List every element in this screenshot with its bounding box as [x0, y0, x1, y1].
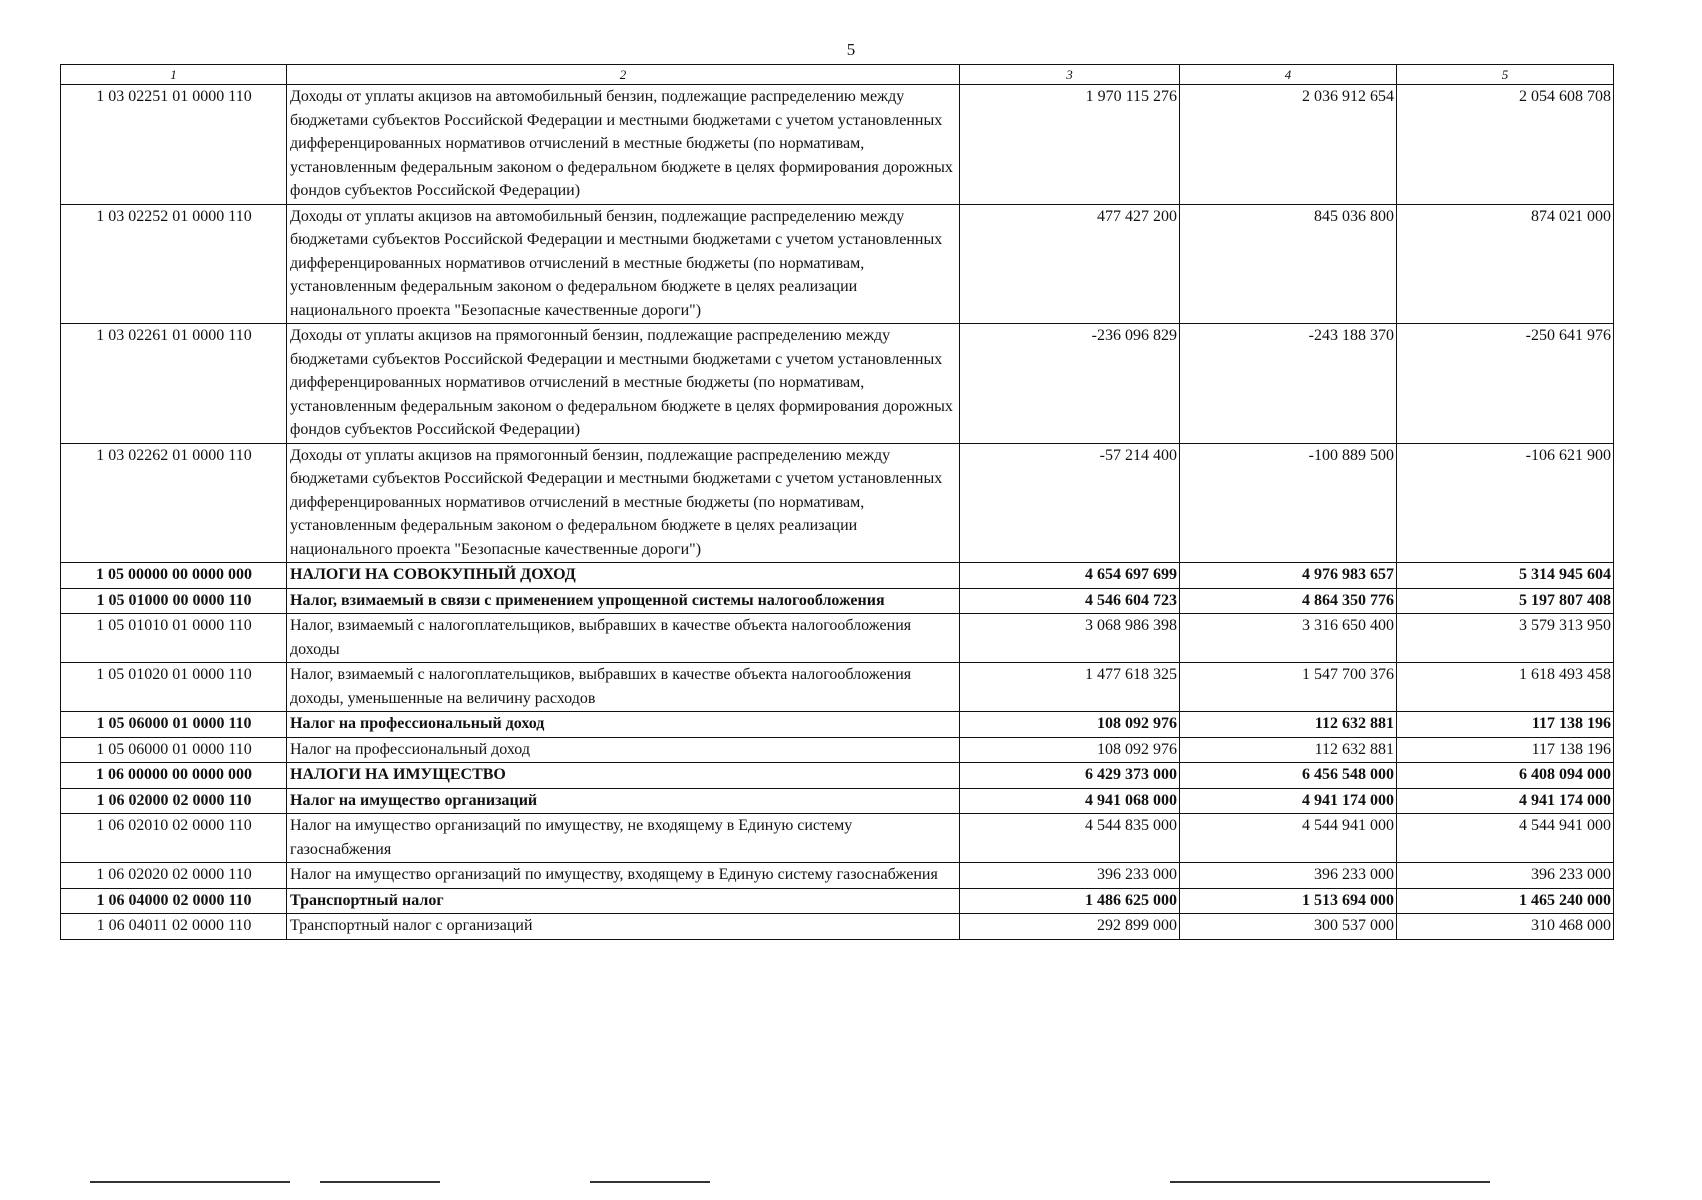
row-value-year-1: 3 068 986 398	[960, 614, 1180, 663]
row-name-cell: Доходы от уплаты акцизов на прямогонный бензин, подлежащие распределению между бюджетами субъектов Российской Федерации и местными бюджетами с учетом установленных дифференцированных нормативов отчислений в местные бюджеты (по нормативам, установленным федеральным законом о федеральном бюджете в целях реализации национального проекта "Безопасные качественные дороги")	[287, 443, 960, 563]
row-name-cell: Налог, взимаемый в связи с применением упрощенной системы налогообложения	[287, 588, 960, 614]
row-value-year-2: 4 864 350 776	[1180, 588, 1397, 614]
table-row	[61, 614, 1614, 663]
row-value-year-2: 4 941 174 000	[1180, 788, 1397, 814]
row-code-cell: 1 06 02020 02 0000 110	[61, 863, 287, 889]
table-row	[61, 888, 1614, 914]
column-header-year-3: 5	[1397, 65, 1614, 85]
row-value-year-2: 845 036 800	[1180, 204, 1397, 324]
row-name-cell: НАЛОГИ НА ИМУЩЕСТВО	[287, 763, 960, 789]
table-row	[61, 737, 1614, 763]
row-code-cell: 1 03 02261 01 0000 110	[61, 324, 287, 444]
row-value-year-1: 4 941 068 000	[960, 788, 1180, 814]
row-code-cell: 1 06 00000 00 0000 000	[61, 763, 287, 789]
footer-rule-lines	[90, 1181, 1570, 1183]
row-code-cell: 1 06 04000 02 0000 110	[61, 888, 287, 914]
row-value-year-1: 6 429 373 000	[960, 763, 1180, 789]
row-value-year-2: 300 537 000	[1180, 914, 1397, 940]
row-value-year-2: 1 513 694 000	[1180, 888, 1397, 914]
row-value-year-3: 3 579 313 950	[1397, 614, 1614, 663]
table-row	[61, 788, 1614, 814]
row-value-year-1: 4 544 835 000	[960, 814, 1180, 863]
row-value-year-3: 4 544 941 000	[1397, 814, 1614, 863]
row-value-year-3: 5 197 807 408	[1397, 588, 1614, 614]
table-row	[61, 204, 1614, 324]
row-code-cell: 1 03 02251 01 0000 110	[61, 85, 287, 205]
table-row	[61, 588, 1614, 614]
row-code-cell: 1 03 02252 01 0000 110	[61, 204, 287, 324]
table-row	[61, 443, 1614, 563]
row-value-year-2: 4 976 983 657	[1180, 563, 1397, 589]
row-value-year-2: 6 456 548 000	[1180, 763, 1397, 789]
row-value-year-1: 396 233 000	[960, 863, 1180, 889]
row-code-cell: 1 03 02262 01 0000 110	[61, 443, 287, 563]
row-value-year-1: 292 899 000	[960, 914, 1180, 940]
row-name-cell: Налог, взимаемый с налогоплательщиков, выбравших в качестве объекта налогообложения доходы	[287, 614, 960, 663]
row-value-year-3: 2 054 608 708	[1397, 85, 1614, 205]
row-name-cell: Налог на имущество организаций	[287, 788, 960, 814]
row-name-cell: Транспортный налог с организаций	[287, 914, 960, 940]
row-value-year-2: 1 547 700 376	[1180, 663, 1397, 712]
row-code-cell: 1 05 06000 01 0000 110	[61, 737, 287, 763]
table-row	[61, 712, 1614, 738]
row-code-cell: 1 05 01000 00 0000 110	[61, 588, 287, 614]
row-value-year-3: 874 021 000	[1397, 204, 1614, 324]
row-value-year-1: -57 214 400	[960, 443, 1180, 563]
row-value-year-1: 477 427 200	[960, 204, 1180, 324]
row-code-cell: 1 05 01010 01 0000 110	[61, 614, 287, 663]
table-body	[61, 85, 1614, 940]
row-value-year-1: 1 970 115 276	[960, 85, 1180, 205]
row-value-year-3: 117 138 196	[1397, 712, 1614, 738]
row-value-year-1: 108 092 976	[960, 737, 1180, 763]
row-value-year-2: 112 632 881	[1180, 712, 1397, 738]
row-name-cell: Налог на имущество организаций по имуществу, не входящему в Единую систему газоснабжения	[287, 814, 960, 863]
row-value-year-2: 4 544 941 000	[1180, 814, 1397, 863]
table-row	[61, 863, 1614, 889]
table-row	[61, 85, 1614, 205]
row-code-cell: 1 06 04011 02 0000 110	[61, 914, 287, 940]
row-name-cell: Доходы от уплаты акцизов на прямогонный бензин, подлежащие распределению между бюджетами субъектов Российской Федерации и местными бюджетами с учетом установленных дифференцированных нормативов отчислений в местные бюджеты (по нормативам, установленным федеральным законом о федеральном бюджете в целях формирования дорожных фондов субъектов Российской Федерации)	[287, 324, 960, 444]
row-value-year-2: 112 632 881	[1180, 737, 1397, 763]
column-header-year-2: 4	[1180, 65, 1397, 85]
row-name-cell: Налог на имущество организаций по имуществу, входящему в Единую систему газоснабжения	[287, 863, 960, 889]
row-name-cell: Налог, взимаемый с налогоплательщиков, выбравших в качестве объекта налогообложения доходы, уменьшенные на величину расходов	[287, 663, 960, 712]
row-value-year-3: -250 641 976	[1397, 324, 1614, 444]
row-name-cell: Налог на профессиональный доход	[287, 712, 960, 738]
table-row	[61, 663, 1614, 712]
table-row	[61, 324, 1614, 444]
row-value-year-2: -100 889 500	[1180, 443, 1397, 563]
row-code-cell: 1 05 00000 00 0000 000	[61, 563, 287, 589]
row-value-year-3: 1 618 493 458	[1397, 663, 1614, 712]
row-code-cell: 1 06 02010 02 0000 110	[61, 814, 287, 863]
table-row	[61, 814, 1614, 863]
row-value-year-2: -243 188 370	[1180, 324, 1397, 444]
row-code-cell: 1 05 06000 01 0000 110	[61, 712, 287, 738]
row-value-year-3: -106 621 900	[1397, 443, 1614, 563]
row-name-cell: НАЛОГИ НА СОВОКУПНЫЙ ДОХОД	[287, 563, 960, 589]
row-value-year-3: 1 465 240 000	[1397, 888, 1614, 914]
row-value-year-1: 4 546 604 723	[960, 588, 1180, 614]
row-name-cell: Доходы от уплаты акцизов на автомобильный бензин, подлежащие распределению между бюджетами субъектов Российской Федерации и местными бюджетами с учетом установленных дифференцированных нормативов отчислений в местные бюджеты (по нормативам, установленным федеральным законом о федеральном бюджете в целях реализации национального проекта "Безопасные качественные дороги")	[287, 204, 960, 324]
row-value-year-1: -236 096 829	[960, 324, 1180, 444]
row-name-cell: Налог на профессиональный доход	[287, 737, 960, 763]
row-value-year-1: 1 486 625 000	[960, 888, 1180, 914]
table-row	[61, 914, 1614, 940]
row-value-year-2: 3 316 650 400	[1180, 614, 1397, 663]
row-value-year-3: 310 468 000	[1397, 914, 1614, 940]
row-value-year-1: 4 654 697 699	[960, 563, 1180, 589]
row-value-year-3: 396 233 000	[1397, 863, 1614, 889]
column-header-code: 1	[61, 65, 287, 85]
row-code-cell: 1 05 01020 01 0000 110	[61, 663, 287, 712]
table-header-row	[61, 65, 1614, 85]
row-value-year-1: 1 477 618 325	[960, 663, 1180, 712]
row-value-year-2: 396 233 000	[1180, 863, 1397, 889]
row-name-cell: Транспортный налог	[287, 888, 960, 914]
table-row	[61, 563, 1614, 589]
row-value-year-3: 4 941 174 000	[1397, 788, 1614, 814]
row-name-cell: Доходы от уплаты акцизов на автомобильный бензин, подлежащие распределению между бюджетами субъектов Российской Федерации и местными бюджетами с учетом установленных дифференцированных нормативов отчислений в местные бюджеты (по нормативам, установленным федеральным законом о федеральном бюджете в целях формирования дорожных фондов субъектов Российской Федерации)	[287, 85, 960, 205]
column-header-name: 2	[287, 65, 960, 85]
table-row	[61, 763, 1614, 789]
row-value-year-3: 5 314 945 604	[1397, 563, 1614, 589]
column-header-year-1: 3	[960, 65, 1180, 85]
row-code-cell: 1 06 02000 02 0000 110	[61, 788, 287, 814]
row-value-year-1: 108 092 976	[960, 712, 1180, 738]
page-number: 5	[846, 40, 856, 59]
row-value-year-3: 6 408 094 000	[1397, 763, 1614, 789]
row-value-year-2: 2 036 912 654	[1180, 85, 1397, 205]
row-value-year-3: 117 138 196	[1397, 737, 1614, 763]
budget-revenue-table	[60, 64, 1614, 940]
